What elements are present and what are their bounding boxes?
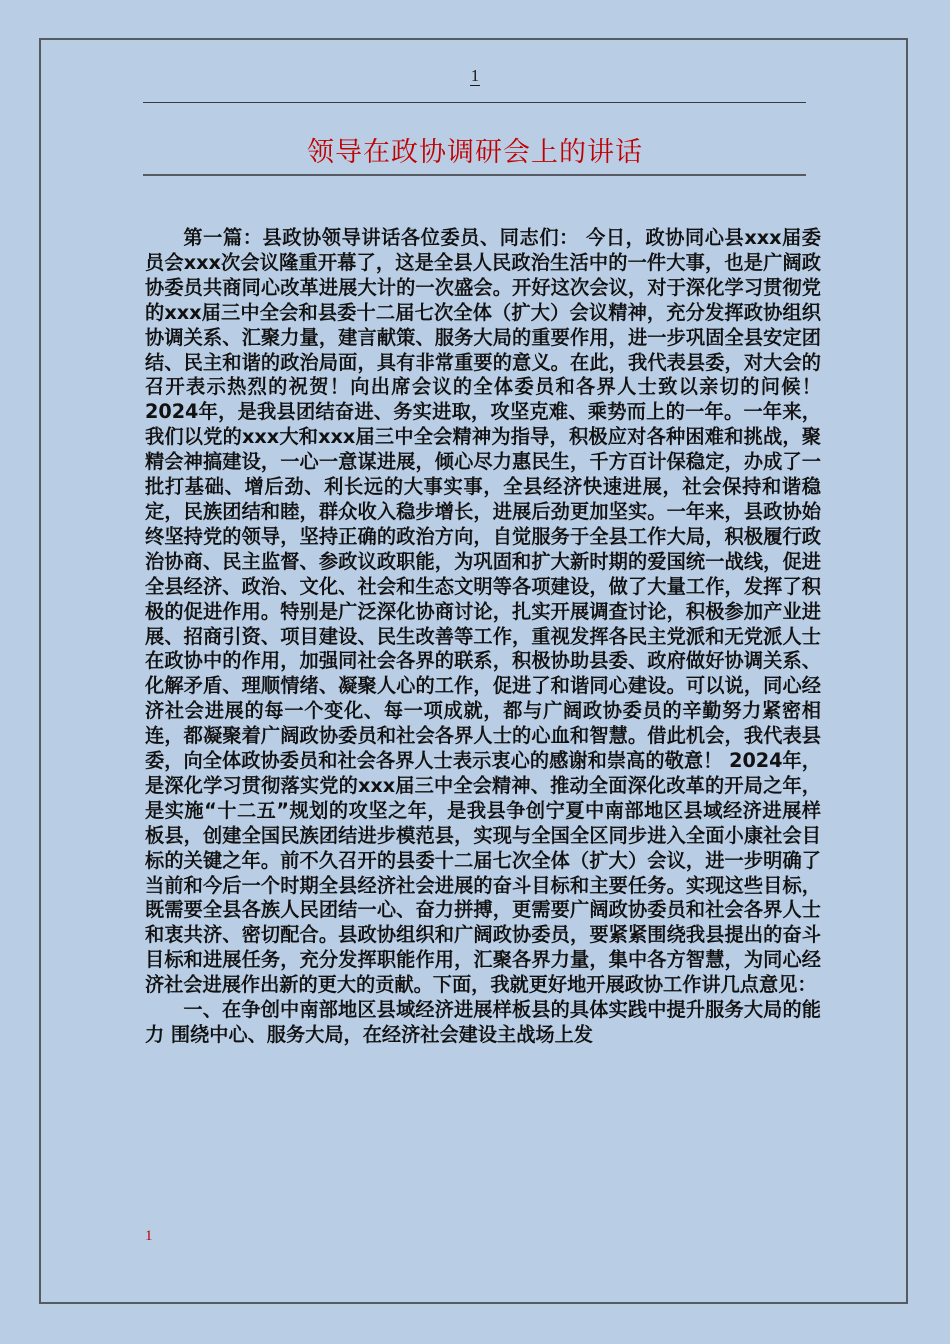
document-title: 领导在政协调研会上的讲话 <box>307 137 643 168</box>
title-rule <box>143 174 806 176</box>
header-page-number <box>0 66 950 86</box>
body-paragraph-1: 第一篇：县政协领导讲话各位委员、同志们： 今日，政协同心县xxx届委员会xxx次会议隆重开幕了，这是全县人民政治生活中的一件大事，也是广阔政协委员共商同心改革进展大计的一次盛会。开好这次会议，对于深化学习贯彻党的xxx届三中全会和县委十二届七次全体（扩大）会议精神，充分发挥政协组织协调关系、汇聚力量，建言献策、服务大局的重要作用，进一步巩固全县安定团结、民主和谐的政治局面，具有非常重要的意义。在此，我代表县委，对大会的召开表示热烈的祝贺！向出席会议的全体委员和各界人士致以亲切的问候！ 2024年，是我县团结奋进、务实进取，攻坚克难、乘势而上的一年。一年来，我们以党的xxx大和xxx届三中全会精神为指导，积极应对各种困难和挑战，聚精会神搞建设，一心一意谋进展，倾心尽力惠民生，千方百计保稳定，办成了一批打基础、增后劲、利长远的大事实事，全县经济快速进展，社会保持和谐稳定，民族团结和睦，群众收入稳步增长，进展后劲更加坚实。一年来，县政协始终坚持党的领导，坚持正确的政治方向，自觉服务于全县工作大局，积极履行政治协商、民主监督、参政议政职能，为巩固和扩大新时期的爱国统一战线，促进全县经济、政治、文化、社会和生态文明等各项建设，做了大量工作，发挥了积极的促进作用。特别是广泛深化协商讨论，扎实开展调查讨论，积极参加产业进展、招商引资、项目建设、民生改善等工作，重视发挥各民主党派和无党派人士在政协中的作用，加强同社会各界的联系，积极协助县委、政府做好协调关系、化解矛盾、理顺情绪、凝聚人心的工作，促进了和谐同心建设。可以说，同心经济社会进展的每一个变化、每一项成就，都与广阔政协委员的辛勤努力紧密相连，都凝聚着广阔政协委员和社会各界人士的心血和智慧。借此机会，我代表县委，向全体政协委员和社会各界人士表示衷心的感谢和崇高的敬意！ 2024年，是深化学习贯彻落实党的xxx届三中全会精神、推动全面深化改革的开局之年，是实施“十二五”规划的攻坚之年，是我县争创宁夏中南部地区县域经济进展样板县，创建全国民族团结进步模范县，实现与全国全区同步进入全面小康社会目标的关键之年。前不久召开的县委十二届七次全体（扩大）会议，进一步明确了当前和今后一个时期全县经济社会进展的奋斗目标和主要任务。实现这些目标，既需要全县各族人民团结一心、奋力拼搏，更需要广阔政协委员和社会各界人士和衷共济、密切配合。县政协组织和广阔政协委员，要紧紧围绕我县提出的奋斗目标和进展任务，充分发挥职能作用，汇聚各界力量，集中各方智慧，为同心经济社会进展作出新的更大的贡献。下面，我就更好地开展政协工作讲几点意见： <box>145 226 821 997</box>
header-page-number-text: 1 <box>470 66 480 85</box>
document-body <box>145 226 821 1048</box>
footer-page-number: 1 <box>145 1228 153 1244</box>
header-rule <box>143 102 806 103</box>
body-paragraph-2: 一、在争创中南部地区县域经济进展样板县的具体实践中提升服务大局的能力 围绕中心、服务大局，在经济社会建设主战场上发 <box>145 998 821 1046</box>
